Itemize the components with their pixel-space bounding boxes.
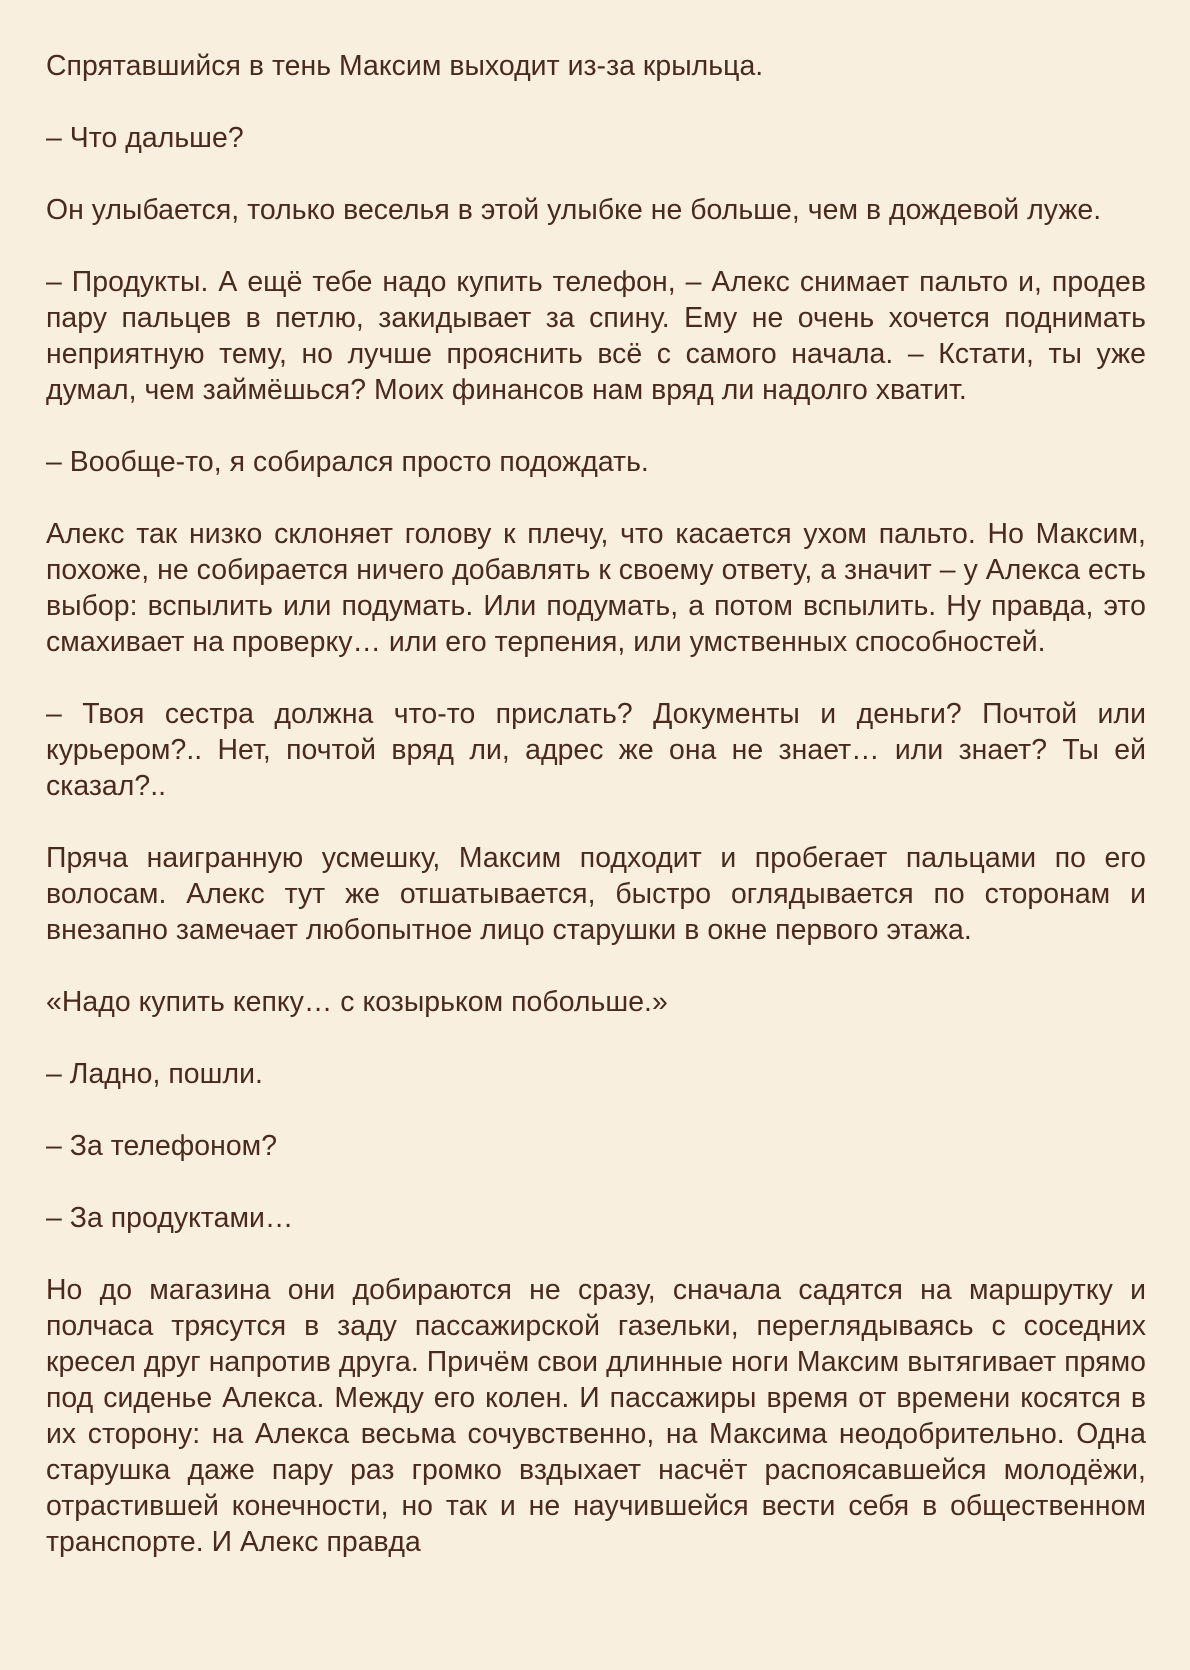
paragraph-8: Пряча наигранную усмешку, Максим подходит и пробегает пальцами по его волосам. Алекс тут же отшатывается, быстро оглядывается по сторонам и внезапно замечает любопытное лицо старушки в окне первого этажа. — [46, 842, 1146, 946]
paragraph-11: – За телефоном? — [46, 1130, 278, 1162]
paragraph-1: Спрятавшийся в тень Максим выходит из-за крыльца. — [46, 50, 764, 82]
paragraph-3: Он улыбается, только веселья в этой улыбке не больше, чем в дождевой луже. — [46, 194, 1102, 226]
paragraph-10: – Ладно, пошли. — [46, 1058, 263, 1090]
paragraph-4: – Продукты. А ещё тебе надо купить телефон, – Алекс снимает пальто и, продев пару пальцев в петлю, закидывает за спину. Ему не очень хочется поднимать неприятную тему, но лучше прояснить всё с самого начала. – Кстати, ты уже думал, чем займёшься? Моих финансов нам вряд ли надолго хватит. — [46, 266, 1146, 406]
paragraph-7: – Твоя сестра должна что-то прислать? Документы и деньги? Почтой или курьером?.. Нет, почтой вряд ли, адрес же она не знает… или знает? Ты ей сказал?.. — [46, 698, 1146, 802]
paragraph-5: – Вообще-то, я собирался просто подождать. — [46, 446, 649, 478]
paragraph-2: – Что дальше? — [46, 122, 244, 154]
paragraph-12: – За продуктами… — [46, 1202, 294, 1234]
paragraph-13: Но до магазина они добираются не сразу, сначала садятся на маршрутку и полчаса трясутся в заду пассажирской газельки, переглядываясь с соседних кресел друг напротив друга. Причём свои длинные ноги Максим вытягивает прямо под сиденье Алекса. Между его колен. И пассажиры время от времени косятся в их сторону: на Алекса весьма сочувственно, на Максима неодобрительно. Одна старушка даже пару раз громко вздыхает насчёт распоясавшейся молодёжи, отрастившей конечности, но так и не научившейся вести себя в общественном транспорте. И Алекс правда — [46, 1274, 1146, 1558]
paragraph-6: Алекс так низко склоняет голову к плечу, что касается ухом пальто. Но Максим, похоже, не собирается ничего добавлять к своему ответу, а значит – у Алекса есть выбор: вспылить или подумать. Или подумать, а потом вспылить. Ну правда, это смахивает на проверку… или его терпения, или умственных способностей. — [46, 518, 1146, 658]
paragraph-9: «Надо купить кепку… с козырьком побольше.» — [46, 986, 668, 1018]
